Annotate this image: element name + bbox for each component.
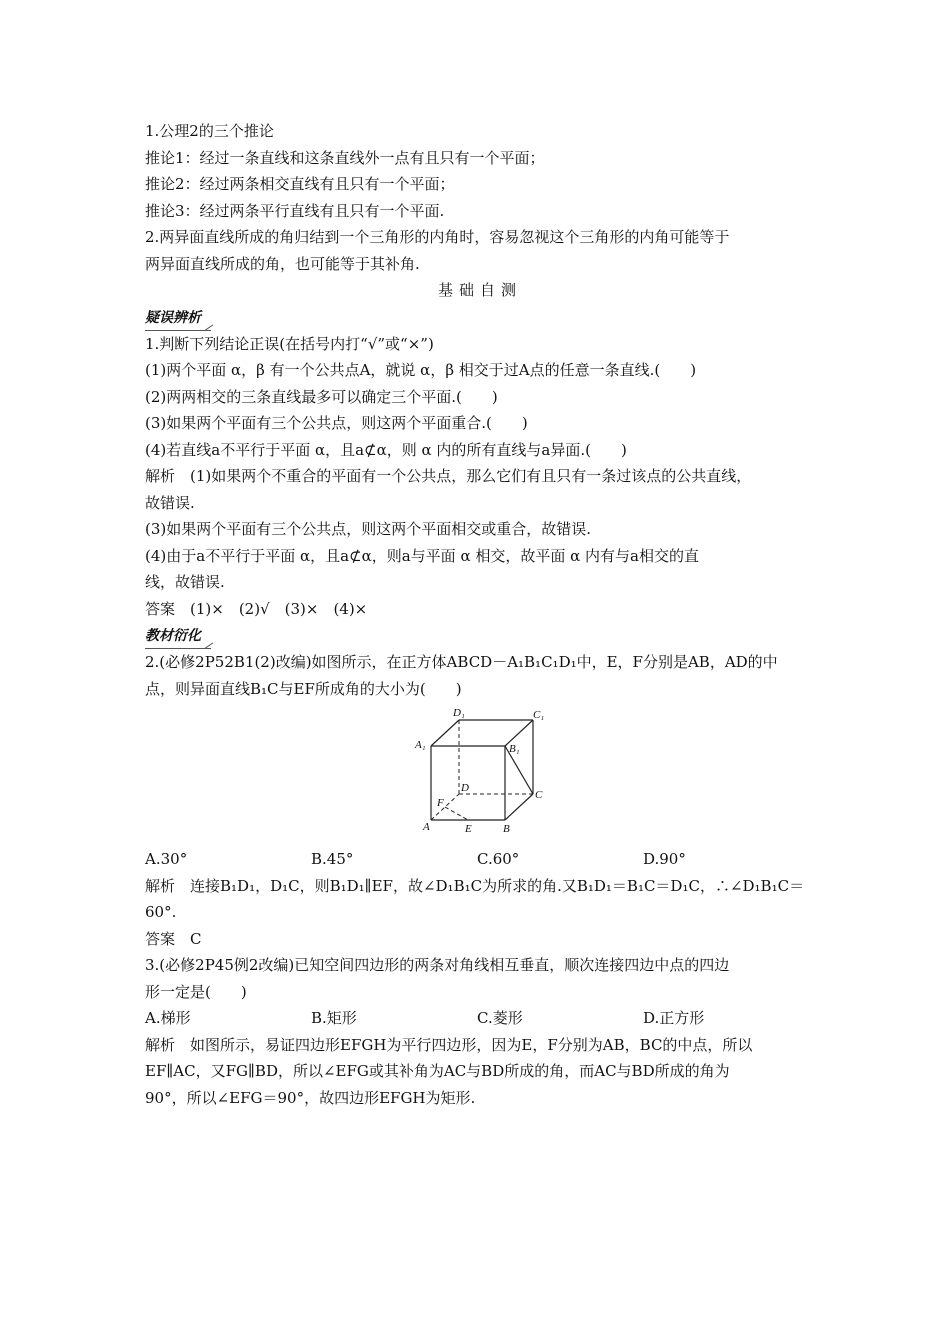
cube-figure: [145, 706, 815, 844]
section-tag: 教材衍化: [145, 624, 211, 649]
choices-q3: [145, 1005, 815, 1032]
section-title: 基础自测: [437, 281, 522, 299]
question-line: 3.(必修2P45例2改编)已知空间四边形的两条对角线相互垂直，顺次连接四边中点的四边: [145, 956, 730, 974]
label-c: C: [535, 789, 543, 801]
choice-a: A.30°: [145, 850, 188, 868]
analysis-line: EF∥AC，又FG∥BD，所以∠EFG或其补角为AC与BD所成的角，而AC与BD所成的角为: [145, 1062, 730, 1080]
choice-c: C.菱形: [477, 1009, 523, 1027]
question-line: (3)如果两个平面有三个公共点，则这两个平面重合.( ): [145, 414, 528, 432]
label-a1: A₁: [415, 739, 426, 751]
choice-c: C.60°: [477, 850, 520, 868]
cube-diagram: [405, 706, 555, 844]
text-line: 两异面直线所成的角，也可能等于其补角.: [145, 254, 420, 273]
label-e: E: [465, 823, 472, 835]
analysis-line: 解析 (1)如果两个不重合的平面有一个公共点，那么它们有且只有一条过该点的公共直线，: [145, 467, 752, 485]
analysis-line: 故错误.: [145, 493, 195, 512]
analysis-line: (3)如果两个平面有三个公共点，则这两个平面相交或重合，故错误.: [145, 520, 592, 538]
analysis-line: 解析 连接B₁D₁，D₁C，则B₁D₁∥EF，故∠D₁B₁C为所求的角.又B₁D₁＝B₁C＝D₁C，∴∠D₁B₁C＝: [145, 876, 805, 895]
choice-d: D.正方形: [643, 1009, 705, 1027]
text-line: 推论3：经过两条平行直线有且只有一个平面.: [145, 201, 445, 220]
answer-line: 答案 (1)× (2)√ (3)× (4)×: [145, 599, 368, 618]
segment-ef: [445, 807, 468, 820]
choice-b: B.45°: [311, 850, 354, 868]
edge-a1d1: [431, 720, 459, 746]
question-line: 点，则异面直线B₁C与EF所成角的大小为( ): [145, 679, 462, 698]
text-line: 1.公理2的三个推论: [145, 122, 274, 140]
question-line: (2)两两相交的三条直线最多可以确定三个平面.( ): [145, 387, 498, 406]
label-a: A: [423, 821, 430, 833]
question-line: (1)两个平面 α，β 有一个公共点A，就说 α，β 相交于过A点的任意一条直线.( ): [145, 361, 697, 379]
question-line: (4)若直线a不平行于平面 α，且a⊄α，则 α 内的所有直线与a异面.( ): [145, 440, 627, 459]
question-line: 2.(必修2P52B1(2)改编)如图所示，在正方体ABCD－A₁B₁C₁D₁中，E，F分别是AB，AD的中: [145, 653, 778, 671]
analysis-line: (4)由于a不平行于平面 α，且a⊄α，则a与平面 α 相交，故平面 α 内有与a相交的直: [145, 546, 699, 565]
analysis-line: 90°，所以∠EFG＝90°，故四边形EFGH为矩形.: [145, 1088, 476, 1107]
choices-q2: [145, 846, 815, 873]
label-f: F: [437, 797, 444, 809]
text-line: 推论1：经过一条直线和这条直线外一点有且只有一个平面；: [145, 148, 545, 167]
analysis-line: 60°.: [145, 903, 177, 921]
answer-line: 答案 C: [145, 929, 202, 948]
label-b: B: [503, 823, 510, 835]
analysis-line: 线，故错误.: [145, 573, 225, 591]
choice-b: B.矩形: [311, 1009, 357, 1027]
document-page: [145, 118, 815, 1111]
section-tag: 疑误辨析: [145, 306, 211, 331]
text-line: 2.两异面直线所成的角归结到一个三角形的内角时，容易忽视这个三角形的内角可能等于: [145, 228, 730, 246]
choice-a: A.梯形: [145, 1009, 191, 1027]
text-line: 推论2：经过两条相交直线有且只有一个平面；: [145, 175, 455, 193]
label-c1: C₁: [533, 709, 545, 721]
choice-d: D.90°: [643, 850, 686, 868]
label-d1: D₁: [453, 707, 465, 719]
analysis-line: 解析 如图所示，易证四边形EFGH为平行四边形，因为E，F分别为AB，BC的中点，所以: [145, 1035, 753, 1054]
label-d: D: [461, 782, 469, 794]
edge-bc: [505, 794, 533, 820]
question-line: 形一定是( ): [145, 982, 247, 1001]
question-line: 1.判断下列结论正误(在括号内打“√”或“×”): [145, 334, 434, 353]
label-b1: B₁: [509, 743, 520, 755]
